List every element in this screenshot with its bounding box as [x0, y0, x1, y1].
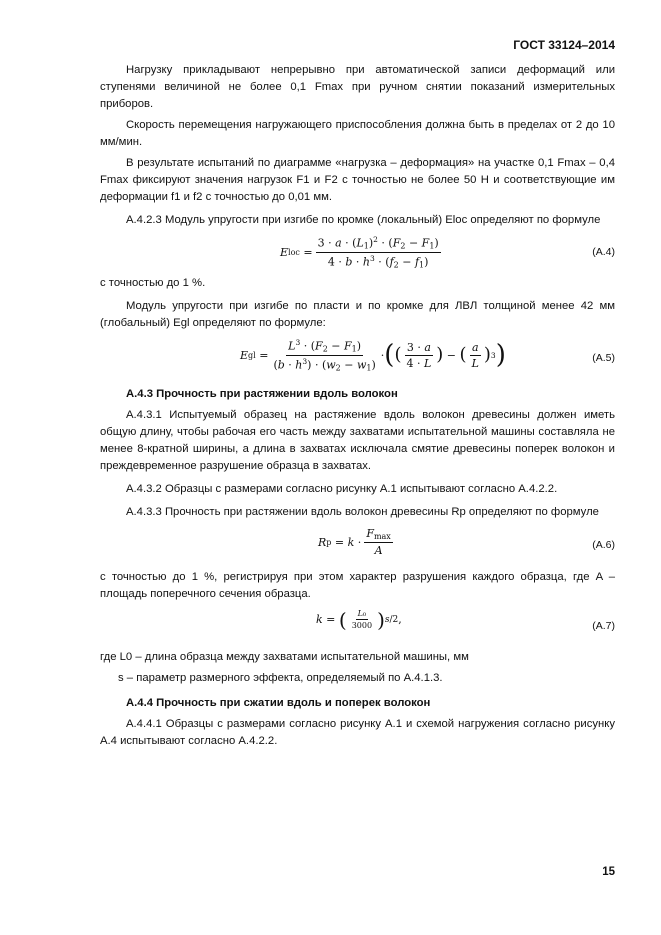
page-number: 15: [602, 866, 615, 878]
formula-number: (А.4): [592, 246, 615, 258]
paragraph: А.4.2.3 Модуль упругости при изгибе по кромке (локальный) Eloc определяют по формуле: [126, 214, 601, 226]
paragraph: А.4.4.1 Образцы с размерами согласно рисунку А.1 и схемой нагружения согласно рисунку А.4 испытывают согласно А.4.2.2.: [100, 718, 615, 747]
paragraph: Модуль упругости при изгибе по пласти и по кромке для ЛВЛ толщиной менее 42 мм (глобальный) Egl определяют по формуле:: [100, 300, 615, 329]
section-heading: А.4.3 Прочность при растяжении вдоль волокон: [126, 388, 398, 400]
page-body: [100, 62, 615, 750]
formula-number: (А.7): [592, 620, 615, 632]
formula-a7: k = ( $\frac{\text{L₀}}{3000}$ ) s/2 , (А.7): [316, 607, 615, 632]
paragraph: А.4.3.3 Прочность при растяжении вдоль волокон древесины Rp определяют по формуле: [126, 506, 599, 518]
paragraph: А.4.3.2 Образцы с размерами согласно рисунку А.1 испытывают согласно А.4.2.2.: [126, 483, 558, 495]
formula-a6: R p = k · $\frac{F_{max}}{A}$ (А.6): [318, 527, 615, 557]
paragraph: с точностью до 1 %, регистрируя при этом характер разрушения каждого образца, где A – площадь поперечного сечения образца.: [100, 571, 615, 600]
paragraph: с точностью до 1 %.: [100, 277, 206, 289]
formula-a4: E loc = $\frac{3 \cdot a \cdot (L_1)^2 \cdot (F_2 - F_1)}{4 \cdot b \cdot h^3 \cdot (f_2 - f_1)}$ (А.4): [280, 235, 615, 270]
paragraph: А.4.3.1 Испытуемый образец на растяжение вдоль волокон древесины должен иметь общую длину, чтобы рабочая его часть между захватами испытательной машины составляла не менее 8-кратной ширины, а длина в захватах исключала смятие древесины поперек волокон и преждевременное разрушение образца в захватах.: [100, 409, 615, 472]
paragraph: s – параметр размерного эффекта, определяемый по А.4.1.3.: [118, 672, 443, 684]
formula-number: (А.6): [592, 539, 615, 551]
paragraph: Нагрузку прикладывают непрерывно при автоматической записи деформаций или ступенями величиной не более 0,1 Fmax при ручном снятии показаний измерительных приборов.: [100, 64, 615, 110]
formula-a5: E gl = $\frac{L^3 \cdot (F_2 - F_1)}{(b \cdot h^3) \cdot (w_2 - w_1)}$ · ( ( $\frac{3 \cdot a}{4 \cdot L}$ ) − ( $\frac{a}{L}$ ) 3 ) (А.5): [240, 338, 615, 373]
paragraph: где L0 – длина образца между захватами испытательной машины, мм: [100, 651, 469, 663]
document-header: ГОСТ 33124–2014: [513, 38, 615, 52]
paragraph: Скорость перемещения нагружающего приспособления должна быть в пределах от 2 до 10 мм/мин.: [100, 119, 615, 148]
paragraph: В результате испытаний по диаграмме «нагрузка – деформация» на участке 0,1 Fmax – 0,4 Fmax фиксируют значения нагрузок F1 и F2 с точностью не более 50 Н и соответствующие им деформации f1 и f2 с точностью до 0,01 мм.: [100, 157, 615, 203]
section-heading: А.4.4 Прочность при сжатии вдоль и поперек волокон: [126, 697, 431, 709]
formula-number: (А.5): [592, 352, 615, 364]
